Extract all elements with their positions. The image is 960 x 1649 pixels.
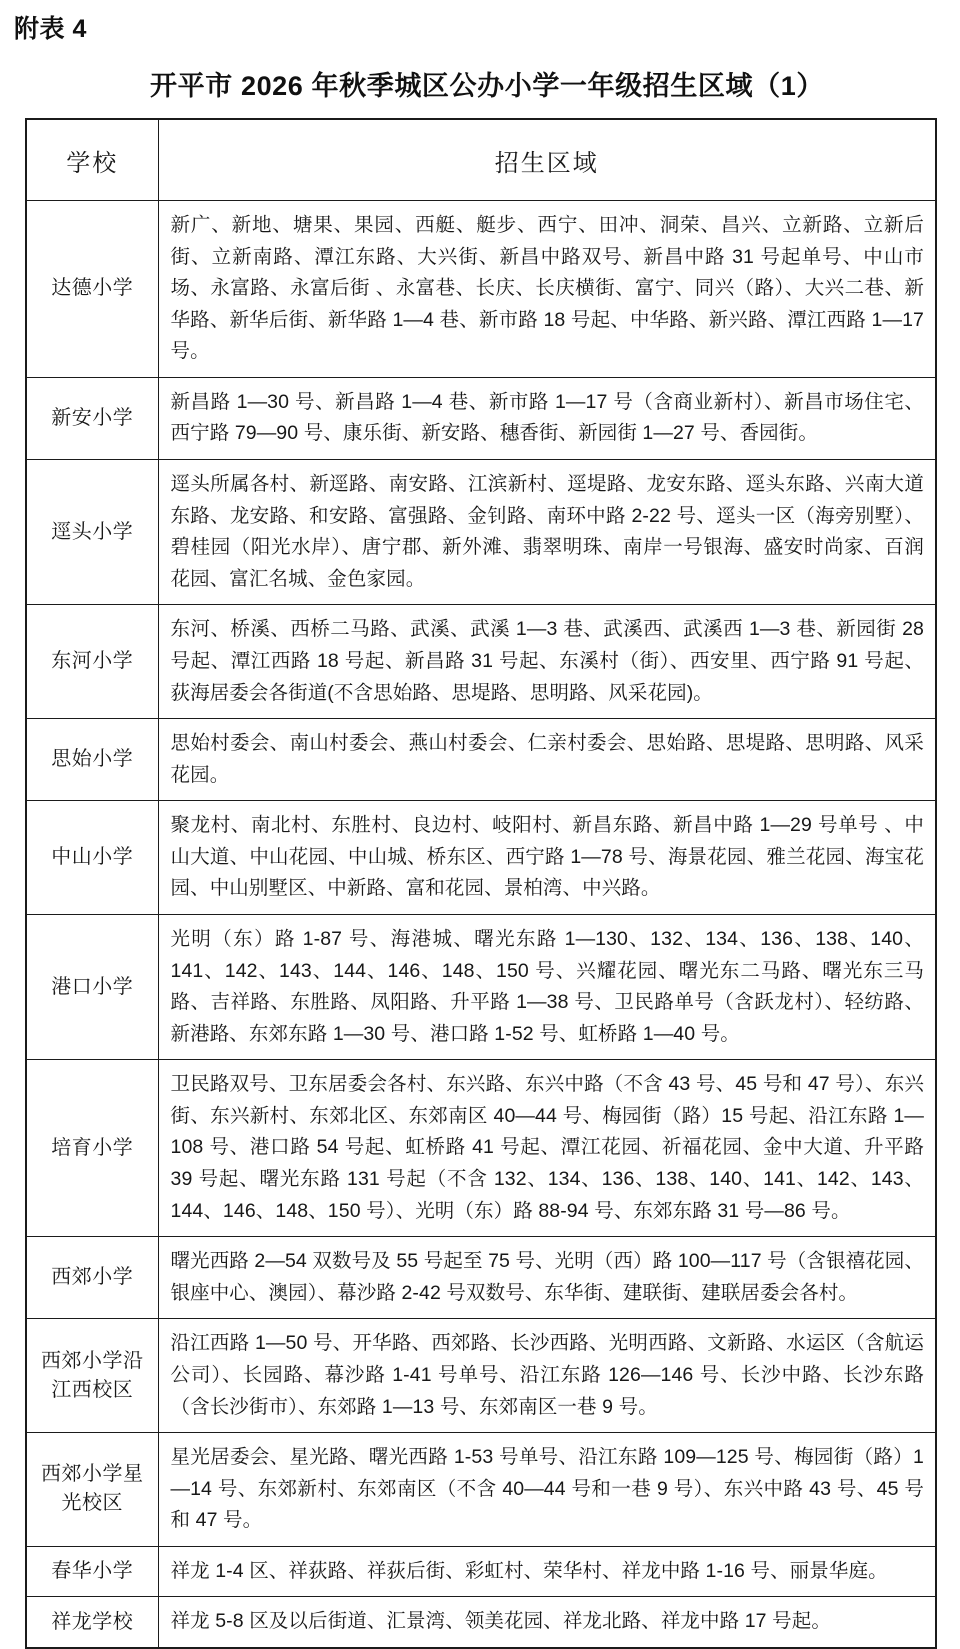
enrollment-zone-cell: 祥龙 1-4 区、祥荻路、祥荻后街、彩虹村、荣华村、祥龙中路 1-16 号、丽景华庭。: [158, 1546, 936, 1597]
school-name-cell: 达德小学: [26, 201, 158, 378]
enrollment-zone-cell: 逕头所属各村、新逕路、南安路、江滨新村、逕堤路、龙安东路、逕头东路、兴南大道东路、龙安路、和安路、富强路、金钊路、南环中路 2-22 号、逕头一区（海旁别墅）、碧桂园（阳光水岸）、唐宁郡、新外滩、翡翠明珠、南岸一号银海、盛安时尚家、百润花园、富汇名城、金色家园。: [158, 460, 936, 605]
table-row: [26, 801, 936, 915]
enrollment-zone-cell: 祥龙 5-8 区及以后街道、汇景湾、领美花园、祥龙北路、祥龙中路 17 号起。: [158, 1597, 936, 1648]
school-name-cell: 中山小学: [26, 801, 158, 915]
table-row: [26, 1237, 936, 1319]
school-name-cell: 春华小学: [26, 1546, 158, 1597]
table-row: [26, 1433, 936, 1547]
column-header-zone: 招生区域: [158, 119, 936, 201]
table-header-row: [26, 119, 936, 201]
appendix-label: 附表 4: [14, 15, 87, 43]
enrollment-zone-cell: 东河、桥溪、西桥二马路、武溪、武溪 1—3 巷、武溪西、武溪西 1—3 巷、新园街 28 号起、潭江西路 18 号起、新昌路 31 号起、东溪村（街）、西安里、西宁路 91 号起、荻海居委会各街道(不含思始路、思堤路、思明路、风采花园)。: [158, 605, 936, 719]
enrollment-zone-cell: 新广、新地、塘果、果园、西艇、艇步、西宁、田冲、洞荣、昌兴、立新路、立新后街、立新南路、潭江东路、大兴街、新昌中路双号、新昌中路 31 号起单号、中山市场、永富路、永富后街 、永富巷、长庆、长庆横街、富宁、同兴（路）、大兴二巷、新华路、新华后街、新华路 1—4 巷、新市路 18 号起、中华路、新兴路、潭江西路 1—17 号。: [158, 201, 936, 378]
school-name-cell: 西郊小学星 光校区: [26, 1433, 158, 1547]
document-title: 开平市 2026 年秋季城区公办小学一年级招生区域（1）: [150, 71, 824, 101]
enrollment-table-container: [25, 118, 935, 1649]
enrollment-zone-cell: 沿江西路 1—50 号、开华路、西郊路、长沙西路、光明西路、文新路、水运区（含航运公司）、长园路、幕沙路 1-41 号单号、沿江东路 126—146 号、长沙中路、长沙东路（含长沙街市）、东郊路 1—13 号、东郊南区一巷 9 号。: [158, 1319, 936, 1433]
table-row: [26, 1597, 936, 1648]
school-name-cell: 逕头小学: [26, 460, 158, 605]
table-row: [26, 460, 936, 605]
table-header: [26, 119, 936, 201]
enrollment-zone-cell: 新昌路 1—30 号、新昌路 1—4 巷、新市路 1—17 号（含商业新村）、新昌市场住宅、西宁路 79—90 号、康乐街、新安路、穗香街、新园街 1—27 号、香园街。: [158, 377, 936, 459]
school-name-cell: 东河小学: [26, 605, 158, 719]
school-name-cell: 培育小学: [26, 1060, 158, 1237]
table-row: [26, 719, 936, 801]
enrollment-zone-cell: 卫民路双号、卫东居委会各村、东兴路、东兴中路（不含 43 号、45 号和 47 号）、东兴街、东兴新村、东郊北区、东郊南区 40—44 号、梅园街（路）15 号起、沿江东路 1—108 号、港口路 54 号起、虹桥路 41 号起、潭江花园、祈福花园、金中大道、升平路 39 号起、曙光东路 131 号起（不含 132、134、136、138、140、141、142、143、144、146、148、150 号）、光明（东）路 88-94 号、东郊东路 31 号—86 号。: [158, 1060, 936, 1237]
enrollment-zone-cell: 聚龙村、南北村、东胜村、良边村、岐阳村、新昌东路、新昌中路 1—29 号单号 、中山大道、中山花园、中山城、桥东区、西宁路 1—78 号、海景花园、雅兰花园、海宝花园、中山别墅区、中新路、富和花园、景柏湾、中兴路。: [158, 801, 936, 915]
table-row: [26, 1546, 936, 1597]
enrollment-zone-cell: 光明（东）路 1-87 号、海港城、曙光东路 1—130、132、134、136、138、140、141、142、143、144、146、148、150 号、兴耀花园、曙光东二马路、曙光东三马路、吉祥路、东胜路、凤阳路、升平路 1—38 号、卫民路单号（含跃龙村）、轻纺路、新港路、东郊东路 1—30 号、港口路 1-52 号、虹桥路 1—40 号。: [158, 914, 936, 1059]
table-row: [26, 914, 936, 1059]
school-name-cell: 思始小学: [26, 719, 158, 801]
table-row: [26, 377, 936, 459]
table-row: [26, 605, 936, 719]
column-header-school: 学校: [26, 119, 158, 201]
enrollment-zone-table: [25, 118, 937, 1649]
enrollment-zone-cell: 星光居委会、星光路、曙光西路 1-53 号单号、沿江东路 109—125 号、梅园街（路）1—14 号、东郊新村、东郊南区（不含 40—44 号和一巷 9 号）、东兴中路 43 号、45 号和 47 号。: [158, 1433, 936, 1547]
table-row: [26, 201, 936, 378]
table-body: [26, 201, 936, 1648]
school-name-cell: 西郊小学: [26, 1237, 158, 1319]
school-name-cell: 西郊小学沿 江西校区: [26, 1319, 158, 1433]
school-name-cell: 港口小学: [26, 914, 158, 1059]
table-row: [26, 1319, 936, 1433]
enrollment-zone-cell: 曙光西路 2—54 双数号及 55 号起至 75 号、光明（西）路 100—117 号（含银禧花园、银座中心、澳园）、幕沙路 2-42 号双数号、东华街、建联街、建联居委会各村。: [158, 1237, 936, 1319]
school-name-cell: 祥龙学校: [26, 1597, 158, 1648]
table-row: [26, 1060, 936, 1237]
enrollment-zone-cell: 思始村委会、南山村委会、燕山村委会、仁亲村委会、思始路、思堤路、思明路、风采花园。: [158, 719, 936, 801]
school-name-cell: 新安小学: [26, 377, 158, 459]
